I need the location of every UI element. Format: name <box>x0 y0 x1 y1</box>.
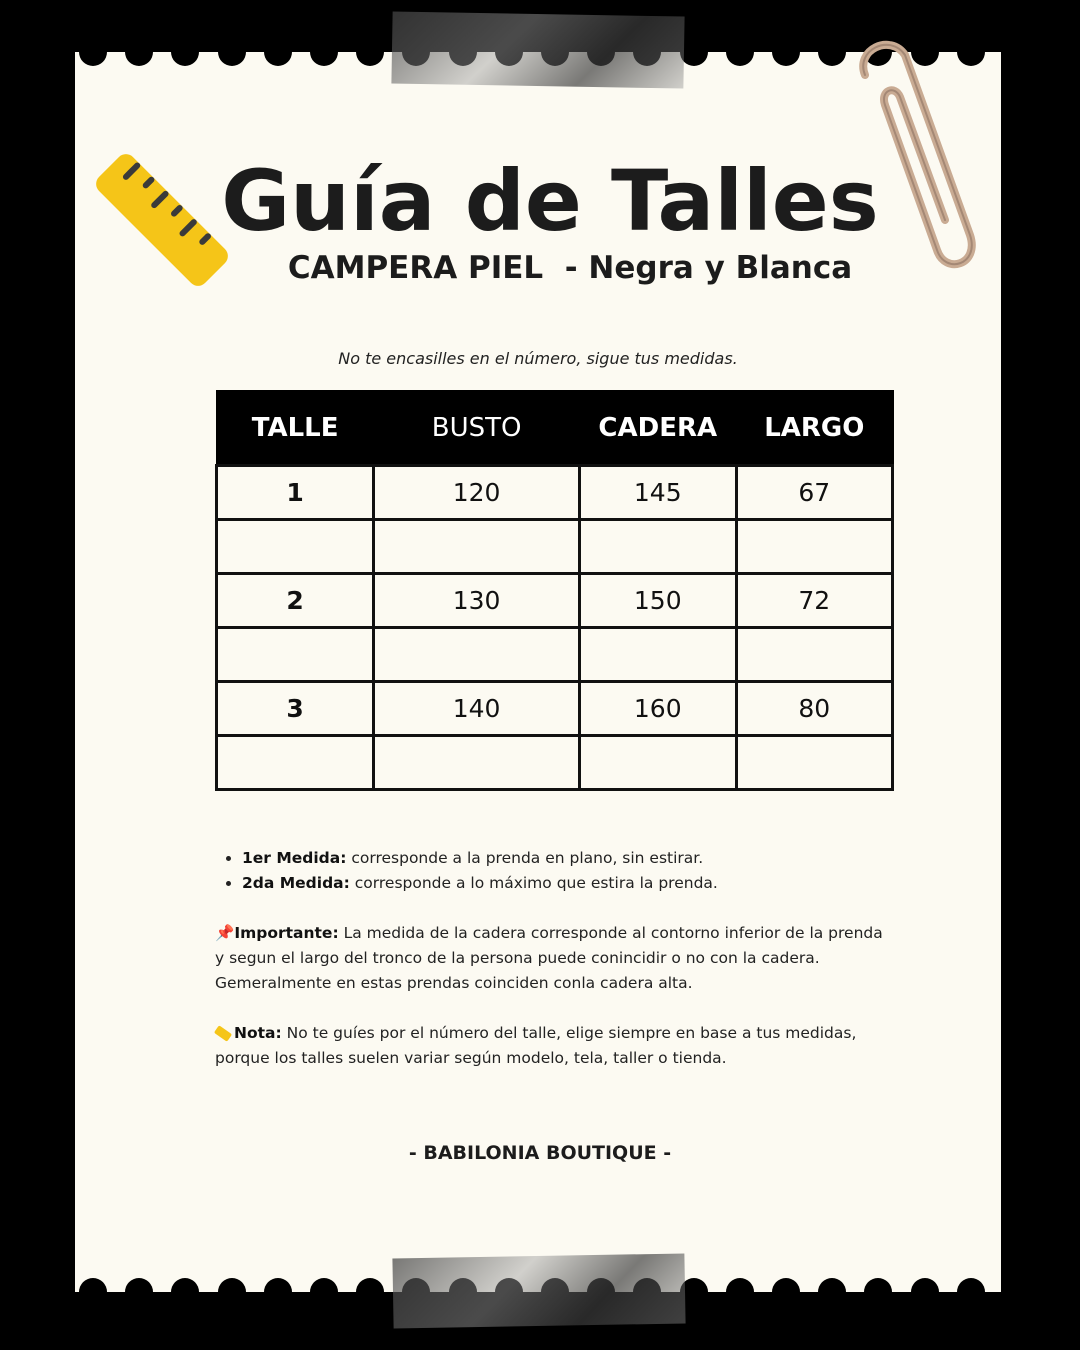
largo-cell: 80 <box>736 682 892 736</box>
busto-cell <box>374 520 580 574</box>
scallop-notch <box>911 1278 939 1292</box>
footer-brand: - BABILONIA BOUTIQUE - <box>408 1142 672 1164</box>
table-row <box>217 628 893 682</box>
bullet-label: 1er Medida: <box>242 849 347 867</box>
scallop-notch <box>726 52 754 66</box>
scallop-notch <box>171 52 199 66</box>
scallop-notch <box>218 52 246 66</box>
ruler-icon <box>214 1025 232 1042</box>
list-item <box>242 871 885 896</box>
talle-cell: 3 <box>217 682 374 736</box>
table-row <box>217 520 893 574</box>
largo-cell <box>736 736 892 790</box>
scallop-notch <box>79 52 107 66</box>
talle-cell: 1 <box>217 466 374 520</box>
cadera-cell: 150 <box>579 574 736 628</box>
tape-bottom <box>392 1253 685 1328</box>
busto-cell: 140 <box>374 682 580 736</box>
tape-top <box>391 11 684 88</box>
busto-cell <box>374 736 580 790</box>
pushpin-icon: 📌 <box>215 924 235 942</box>
column-header-cadera: CADERA <box>579 391 736 466</box>
largo-cell: 67 <box>736 466 892 520</box>
important-text: La medida de la cadera corresponde al contorno inferior de la prenda y segun el largo del tronco de la persona puede conincidir o no con la cadera. Gemeralmente en estas prendas coinciden conla cadera alta. <box>215 924 883 992</box>
scallop-notch <box>864 1278 892 1292</box>
table-header-row <box>217 391 893 466</box>
cadera-cell: 160 <box>579 682 736 736</box>
list-item <box>242 846 885 871</box>
talle-cell: 2 <box>217 574 374 628</box>
scallop-notch <box>772 1278 800 1292</box>
scallop-notch <box>310 1278 338 1292</box>
size-table <box>215 390 894 791</box>
column-header-talle: TALLE <box>217 391 374 466</box>
important-note <box>215 921 885 996</box>
busto-cell: 120 <box>374 466 580 520</box>
scallop-notch <box>264 52 292 66</box>
talle-cell <box>217 628 374 682</box>
scallop-notch <box>264 1278 292 1292</box>
scallop-notch <box>818 52 846 66</box>
nota-label: Nota: <box>234 1024 282 1042</box>
scallop-notch <box>772 52 800 66</box>
scallop-notch <box>356 1278 384 1292</box>
scallop-notch <box>79 1278 107 1292</box>
tagline: No te encasilles en el número, sigue tus medidas. <box>338 349 738 368</box>
scallop-notch <box>125 1278 153 1292</box>
bullet-label: 2da Medida: <box>242 874 350 892</box>
notes-section <box>215 846 885 1071</box>
page-subtitle: CAMPERA PIEL - Negra y Blanca <box>287 250 853 286</box>
table-row <box>217 682 893 736</box>
nota-text: No te guíes por el número del talle, elige siempre en base a tus medidas, porque los talles suelen variar según modelo, tela, taller o tienda. <box>215 1024 857 1067</box>
largo-cell <box>736 628 892 682</box>
cadera-cell <box>579 520 736 574</box>
scallop-notch <box>356 52 384 66</box>
scallop-notch <box>218 1278 246 1292</box>
busto-cell <box>374 628 580 682</box>
cadera-cell <box>579 736 736 790</box>
column-header-largo: LARGO <box>736 391 892 466</box>
scallop-notch <box>310 52 338 66</box>
scallop-notch <box>125 52 153 66</box>
talle-cell <box>217 736 374 790</box>
bullet-text: corresponde a la prenda en plano, sin estirar. <box>346 849 704 867</box>
busto-cell: 130 <box>374 574 580 628</box>
largo-cell <box>736 520 892 574</box>
scallop-notch <box>171 1278 199 1292</box>
table-row <box>217 574 893 628</box>
largo-cell: 72 <box>736 574 892 628</box>
column-header-busto: BUSTO <box>374 391 580 466</box>
scallop-notch <box>726 1278 754 1292</box>
cadera-cell: 145 <box>579 466 736 520</box>
scallop-notch <box>818 1278 846 1292</box>
measurement-list <box>215 846 885 896</box>
cadera-cell <box>579 628 736 682</box>
bullet-text: corresponde a lo máximo que estira la prenda. <box>349 874 718 892</box>
nota-note <box>215 1021 885 1071</box>
table-row <box>217 736 893 790</box>
table-row <box>217 466 893 520</box>
scallop-notch <box>957 1278 985 1292</box>
talle-cell <box>217 520 374 574</box>
important-label: Importante: <box>234 924 339 942</box>
page-title: Guía de Talles <box>221 152 879 250</box>
